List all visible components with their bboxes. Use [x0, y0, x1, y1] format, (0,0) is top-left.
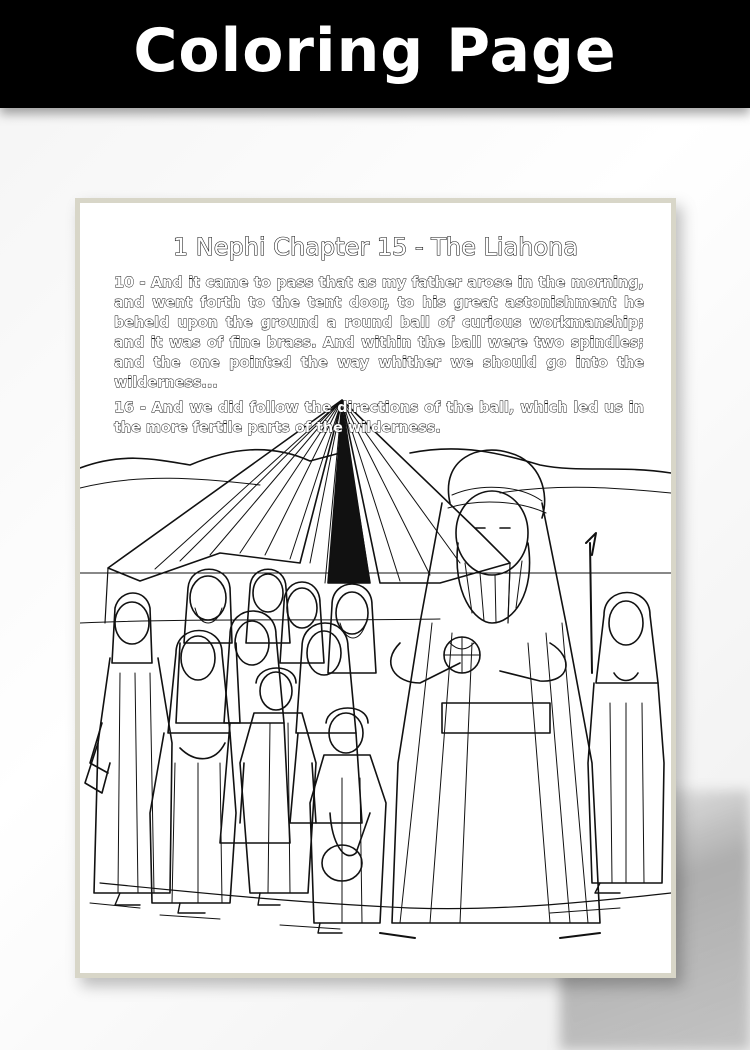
banner-title: Coloring Page [133, 16, 617, 86]
chapter-title: 1 Nephi Chapter 15 - The Liahona [172, 233, 579, 261]
ground [80, 573, 671, 623]
figure-man-left [85, 593, 172, 893]
figure-man-back [176, 569, 240, 723]
coloring-sheet [75, 198, 676, 978]
figure-woman-front-middle [220, 611, 290, 843]
header-banner [0, 0, 750, 108]
figure-child-left [240, 668, 316, 893]
figure-father [380, 450, 600, 938]
figure-man-back-2 [328, 584, 376, 673]
staff [586, 533, 596, 673]
figure-woman-front-left [150, 631, 236, 904]
verse-16-text: 16 - And we did follow the directions of the ball, which led us in the more fertile parts of the wilderness. [114, 400, 644, 436]
figure-child-center [310, 708, 386, 923]
liahona-ball [444, 637, 480, 673]
coloring-sheet-inner [80, 203, 671, 973]
figure-woman-right [588, 593, 664, 884]
mountain-range [80, 449, 671, 473]
verse-10-text: 10 - And it came to pass that as my father arose in the morning, and went forth to the tent door, to his great astonishment he beheld upon the ground a round ball of curious workmanship; and it was of fine brass. And within the ball were two spindles; and the one pointed the way whither we should go into the wilderness... [114, 275, 644, 391]
